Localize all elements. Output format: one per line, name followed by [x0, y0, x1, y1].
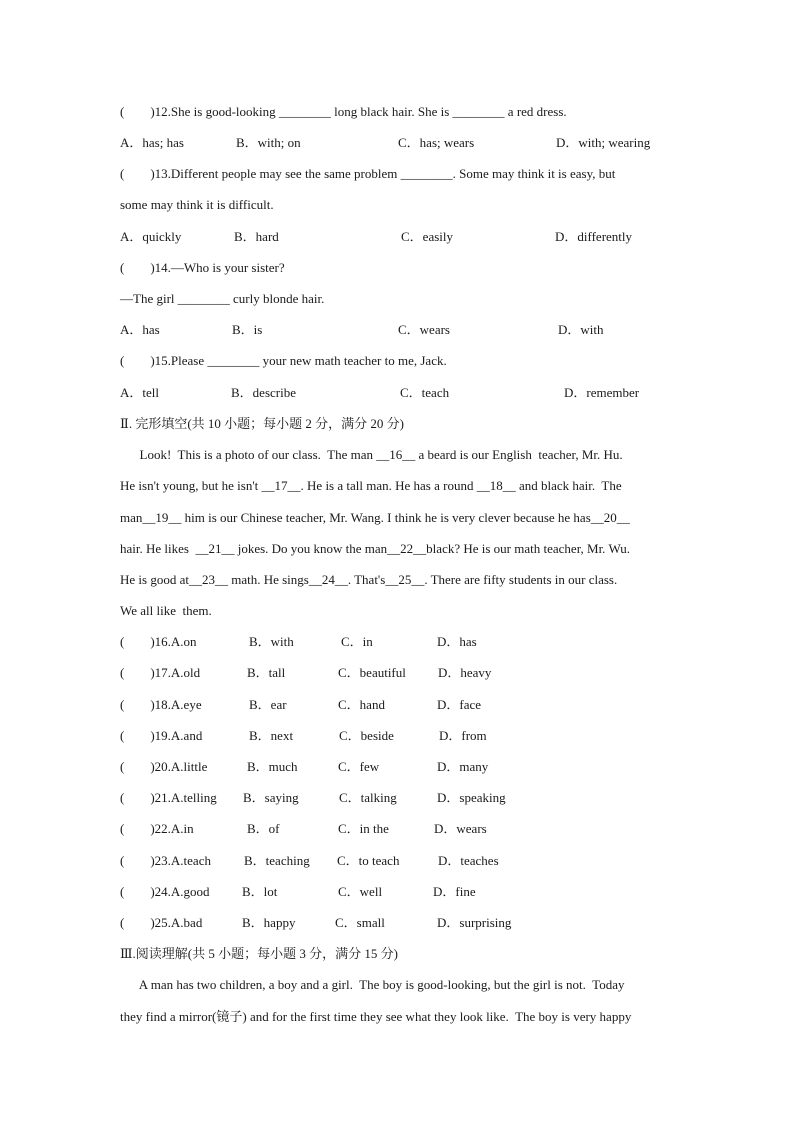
question-number-and-option-a: ( )22.A.in	[120, 821, 194, 836]
option-d: D．has	[437, 634, 477, 649]
option-c: C．easily	[401, 229, 453, 244]
option-c: C．talking	[339, 790, 397, 805]
cloze-question-23	[120, 853, 540, 869]
option-d: D．with; wearing	[556, 135, 651, 150]
question-number-and-option-a: ( )18.A.eye	[120, 697, 202, 712]
option-d: D．remember	[564, 385, 640, 400]
option-b: B．with; on	[236, 135, 301, 150]
passage-line: they find a mirror(镜子) and for the first time they see what they look like. The boy is very happy	[120, 1009, 632, 1024]
option-d: D．fine	[433, 884, 476, 899]
cloze-question-17	[120, 665, 540, 681]
question-number-and-option-a: ( )21.A.telling	[120, 790, 217, 805]
option-c: C．beautiful	[338, 665, 406, 680]
option-a: A．tell	[120, 385, 159, 400]
passage-line: He isn't young, but he isn't __17__. He is a tall man. He has a round __18__ and black hair. The	[120, 478, 622, 493]
passage-line: A man has two children, a boy and a girl. The boy is good-looking, but the girl is not. Today	[120, 977, 625, 992]
option-c: C．to teach	[337, 853, 400, 868]
question-13-stem: ( )13.Different people may see the same problem ________. Some may think it is easy, but	[120, 166, 616, 181]
cloze-question-20	[120, 759, 540, 775]
option-d: D．differently	[555, 229, 633, 244]
option-b: B．saying	[243, 790, 299, 805]
option-c: C．hand	[338, 697, 385, 712]
question-12-options	[120, 135, 680, 151]
passage-line: hair. He likes __21__ jokes. Do you know the man__22__black? He is our math teacher, Mr. Wu.	[120, 541, 630, 556]
question-15-options	[120, 385, 680, 401]
option-b: B．teaching	[244, 853, 310, 868]
option-d: D．with	[558, 322, 604, 337]
question-number-and-option-a: ( )20.A.little	[120, 759, 208, 774]
question-15-stem: ( )15.Please ________ your new math teacher to me, Jack.	[120, 353, 447, 368]
cloze-question-22	[120, 821, 540, 837]
option-d: D．teaches	[438, 853, 499, 868]
question-number-and-option-a: ( )16.A.on	[120, 634, 197, 649]
section-2-heading: Ⅱ. 完形填空(共 10 小题；每小题 2 分，满分 20 分)	[120, 416, 404, 431]
question-number-and-option-a: ( )17.A.old	[120, 665, 201, 680]
option-c: C．has; wears	[398, 135, 475, 150]
passage-line: He is good at__23__ math. He sings__24__. That's__25__. There are fifty students in our class.	[120, 572, 618, 587]
cloze-question-16	[120, 634, 540, 650]
option-b: B．hard	[234, 229, 279, 244]
question-number-and-option-a: ( )23.A.teach	[120, 853, 211, 868]
option-d: D．face	[437, 697, 482, 712]
option-d: D．wears	[434, 821, 487, 836]
cloze-question-24	[120, 884, 540, 900]
passage-line: We all like them.	[120, 603, 212, 618]
option-c: C．few	[338, 759, 380, 774]
question-14-stem: ( )14.—Who is your sister?	[120, 260, 285, 275]
option-c: C．small	[335, 915, 385, 930]
cloze-question-19	[120, 728, 540, 744]
option-d: D．many	[437, 759, 489, 774]
option-d: D．from	[439, 728, 487, 743]
option-c: C．in	[341, 634, 373, 649]
question-number-and-option-a: ( )24.A.good	[120, 884, 210, 899]
question-14-options	[120, 322, 680, 338]
option-c: C．in the	[338, 821, 389, 836]
question-number-and-option-a: ( )19.A.and	[120, 728, 203, 743]
option-a: A．has; has	[120, 135, 184, 150]
option-b: B．lot	[242, 884, 278, 899]
option-c: C．beside	[339, 728, 394, 743]
option-d: D．heavy	[438, 665, 492, 680]
option-b: B．ear	[249, 697, 287, 712]
cloze-question-18	[120, 697, 540, 713]
option-b: B．describe	[231, 385, 296, 400]
option-d: D．surprising	[437, 915, 512, 930]
passage-line: Look! This is a photo of our class. The man __16__ a beard is our English teacher, Mr. Hu.	[120, 447, 623, 462]
option-d: D．speaking	[437, 790, 506, 805]
option-b: B．with	[249, 634, 294, 649]
option-b: B．is	[232, 322, 263, 337]
passage-line: man__19__ him is our Chinese teacher, Mr. Wang. I think he is very clever because he has__20__	[120, 510, 630, 525]
question-14-stem-cont: —The girl ________ curly blonde hair.	[120, 291, 325, 306]
option-a: A．quickly	[120, 229, 182, 244]
option-b: B．of	[247, 821, 280, 836]
option-c: C．wears	[398, 322, 450, 337]
option-c: C．well	[338, 884, 383, 899]
option-b: B．happy	[242, 915, 296, 930]
cloze-question-25	[120, 915, 540, 931]
option-a: A．has	[120, 322, 160, 337]
question-number-and-option-a: ( )25.A.bad	[120, 915, 203, 930]
option-c: C．teach	[400, 385, 450, 400]
section-3-heading: Ⅲ.阅读理解(共 5 小题；每小题 3 分，满分 15 分)	[120, 946, 398, 961]
option-b: B．much	[247, 759, 298, 774]
question-12-stem: ( )12.She is good-looking ________ long black hair. She is ________ a red dress.	[120, 104, 567, 119]
question-13-stem-cont: some may think it is difficult.	[120, 197, 274, 212]
cloze-question-21	[120, 790, 540, 806]
question-13-options	[120, 229, 680, 245]
option-b: B．next	[249, 728, 294, 743]
option-b: B．tall	[247, 665, 286, 680]
